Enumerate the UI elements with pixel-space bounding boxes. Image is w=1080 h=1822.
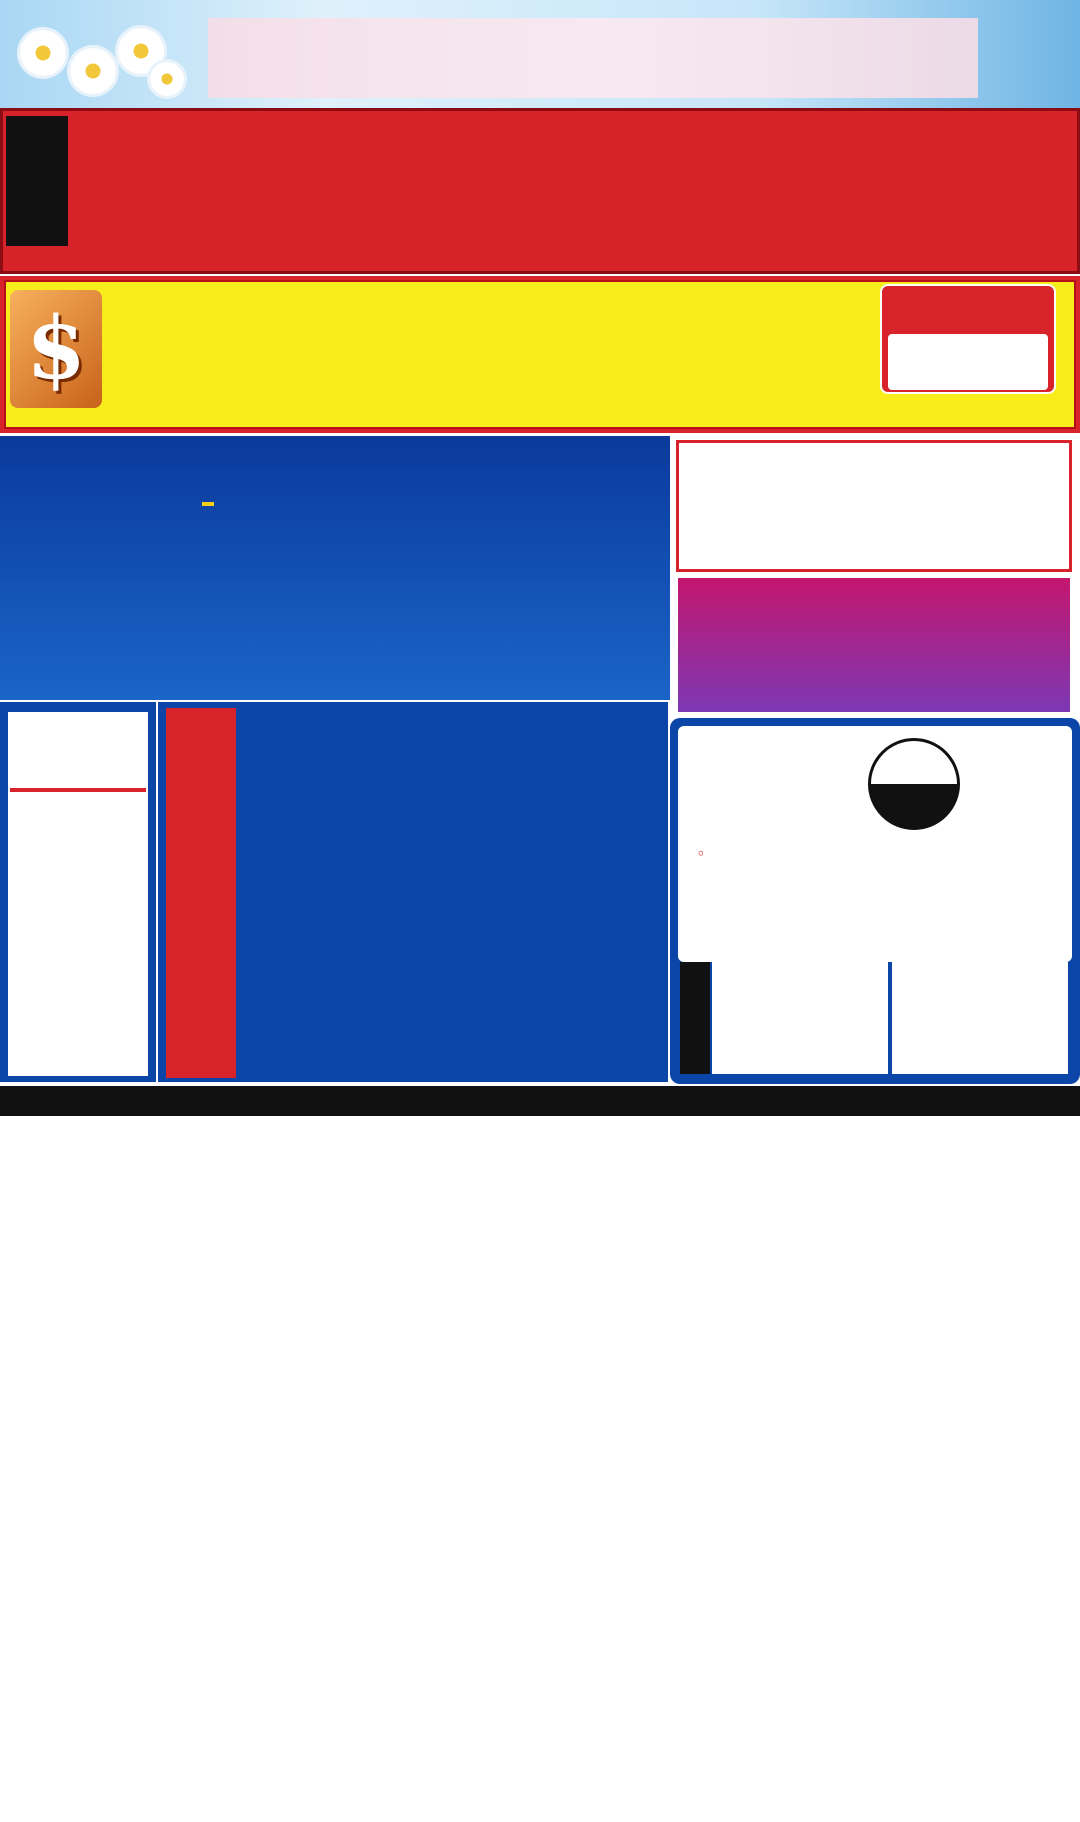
header-pink-band <box>208 18 978 98</box>
flower-decoration <box>70 48 116 94</box>
analysis-subtitle <box>202 502 214 506</box>
tema-side-label <box>680 962 710 1074</box>
sister-subtitle <box>10 788 146 792</box>
trend-title-band <box>166 708 236 1078</box>
analysis-panel <box>0 436 670 700</box>
tema-text: 。 <box>698 840 715 858</box>
zone-period-axis <box>70 246 1070 272</box>
flower-decoration <box>150 62 184 96</box>
big-small-icon <box>868 738 960 830</box>
provide-numbers <box>888 334 1048 390</box>
color-grid-label <box>668 574 806 703</box>
sister-text <box>14 810 142 1070</box>
recent-small-box <box>892 962 1068 1074</box>
trend-line-chart <box>242 704 666 1078</box>
zone-labels <box>6 116 68 246</box>
fifty-draw-table <box>0 1116 1080 1822</box>
flower-decoration <box>20 30 66 76</box>
dollar-icon: $ <box>10 290 102 408</box>
recent-big-box <box>712 962 888 1074</box>
hot-numbers-panel <box>676 440 1072 572</box>
zone-bar-chart <box>70 114 1070 252</box>
table-title <box>0 1086 1080 1116</box>
